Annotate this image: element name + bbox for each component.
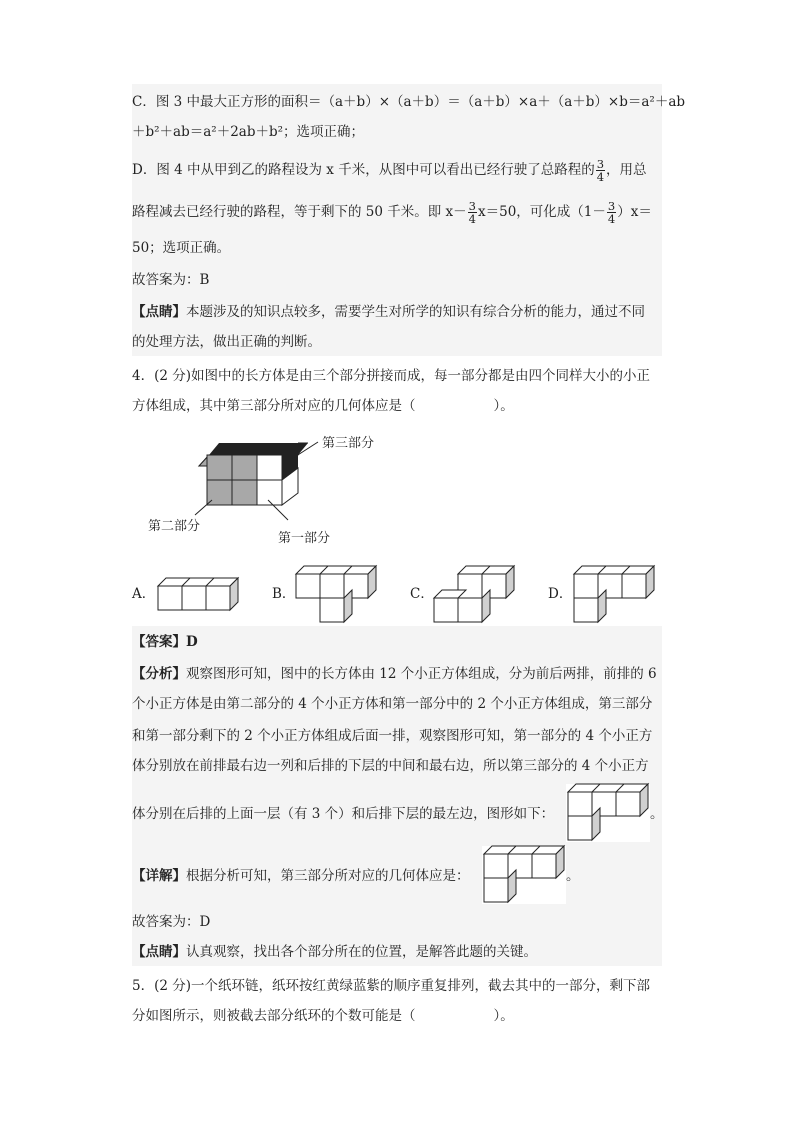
q5-stem-line1: 5．(2 分)一个纸环链，纸环按红黄绿蓝紫的顺序重复排列，截去其中的一部分，剩下部 [132, 978, 651, 994]
q3-option-d-line1: D．图 4 中从甲到乙的路程设为 x 千米，从图中可以看出已经行驶了总路程的 $\frac{3}{4}$ ，用总 [132, 157, 647, 184]
option-a-label: A． [132, 586, 156, 602]
cube-front [257, 455, 282, 480]
cube-front [232, 455, 257, 480]
q4-note: 【点睛】认真观察，找出各个部分所在的位置，是解答此题的关键。 [132, 944, 537, 960]
cuboid-figure [140, 430, 400, 550]
q3-note-line2: 的处理方法，做出正确的判断。 [132, 334, 321, 350]
option-c-label: C． [410, 586, 434, 602]
q4-detail-end: 。 [566, 868, 580, 884]
q3-option-d-line2: 路程减去已经行驶的路程，等于剩下的 50 千米。即 x－ $\frac{3}{4}$ x＝50，可化成（1－ $\frac{3}{4}$ ）x＝ [132, 199, 652, 226]
option-d-figure [572, 566, 662, 626]
cube-front [207, 455, 232, 480]
option-a-figure [156, 578, 246, 613]
option-b-figure [294, 566, 384, 626]
q4-analysis-line5: 体分别在后排的上面一层（有 3 个）和后排下层的最左边，图形如下： [132, 806, 555, 822]
label-part2: 第二部分 [148, 519, 201, 534]
option-d-label: D． [548, 586, 573, 602]
leader-part2 [195, 500, 212, 515]
q3-option-c-line2: ＋b²＋ab＝a²＋2ab＋b²；选项正确； [132, 124, 365, 140]
fraction-three-quarters: $\frac{3}{4}$ [607, 199, 616, 226]
q4-analysis-line2: 个小正方体是由第二部分的 4 个小正方体和第一部分中的 2 个小正方体组成，第三部分 [132, 696, 653, 712]
option-c-figure [432, 566, 522, 626]
label-part1: 第一部分 [278, 531, 331, 546]
q4-detail: 【详解】根据分析可知，第三部分所对应的几何体应是： [132, 868, 470, 884]
q4-analysis-end: 。 [650, 806, 664, 822]
q3-option-c-line1: C．图 3 中最大正方形的面积＝（a＋b）×（a＋b）＝（a＋b）×a＋（a＋b）×b＝a²＋ab [132, 94, 686, 110]
q4-analysis-line1: 【分析】观察图形可知，图中的长方体由 12 个小正方体组成，分为前后两排，前排的 6 [132, 666, 657, 682]
detail-figure [482, 846, 572, 906]
q4-final-answer: 故答案为：D [132, 914, 211, 930]
q4-analysis-line4: 体分别放在前排最右边一列和后排的下层的中间和最右边，所以第三部分的 4 个小正方 [132, 758, 649, 774]
option-b-label: B． [272, 586, 296, 602]
fraction-three-quarters: $\frac{3}{4}$ [468, 199, 476, 226]
fraction-three-quarters: $\frac{3}{4}$ [596, 157, 605, 184]
cube-front [232, 480, 257, 505]
q4-answer-label: 【答案】D [132, 634, 198, 650]
label-part3: 第三部分 [322, 436, 375, 451]
q3-option-d-line3: 50；选项正确。 [132, 240, 231, 256]
q5-stem-line2: 分如图所示，则被截去部分纸环的个数可能是（ ）。 [132, 1008, 514, 1024]
q3-note: 【点睛】本题涉及的知识点较多，需要学生对所学的知识有综合分析的能力，通过不同 [132, 304, 645, 320]
q4-analysis-line3: 和第一部分剩下的 2 个小正方体组成后面一排，观察图形可知，第一部分的 4 个小正方 [132, 728, 653, 744]
q3-answer: 故答案为：B [132, 272, 210, 288]
q4-stem-line1: 4．(2 分)如图中的长方体是由三个部分拼接而成，每一部分都是由四个同样大小的小正 [132, 368, 651, 384]
analysis-figure [566, 784, 656, 844]
q4-stem-line2: 方体组成，其中第三部分所对应的几何体应是（ ）。 [132, 398, 514, 414]
